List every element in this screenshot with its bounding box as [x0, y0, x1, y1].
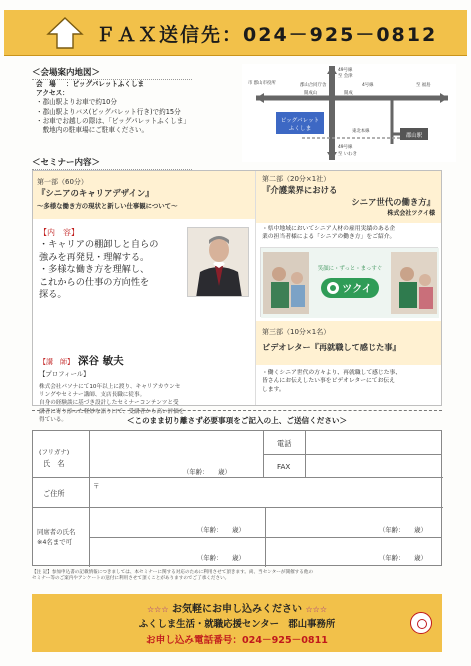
- fax-number-title: ＦＡＸ送信先：024－925－0812: [96, 24, 438, 46]
- companion-age-field[interactable]: （年齢： 歳）: [379, 526, 427, 534]
- map-venue-label: ビッグパレット: [280, 118, 320, 124]
- lecturer-photo: [187, 227, 249, 297]
- part3-label: 第三部（10分×1名）: [262, 328, 331, 336]
- footer-call-to-action: お気軽にお申し込みください: [172, 604, 302, 615]
- companion-label: 同席者の氏名: [37, 528, 76, 536]
- lecturer-label: 【講 師】: [39, 358, 74, 366]
- companion-age-field[interactable]: （年齢： 歳）: [379, 554, 427, 562]
- address-label: ご住所: [43, 489, 65, 498]
- companion-age-field[interactable]: （年齢： 歳）: [197, 526, 245, 534]
- part3-title: ビデオレター『再就職して感じた事』: [262, 342, 401, 352]
- venue-info: [36, 80, 236, 135]
- content-line: これからの仕事の方向性を: [39, 276, 150, 288]
- logo-stamp-icon: [410, 612, 432, 634]
- map-station-label: 郡山駅: [405, 133, 423, 139]
- seminar-heading: ＜セミナー内容＞: [32, 158, 101, 168]
- map-area-label: 開成: [344, 91, 353, 96]
- access-line: ・郡山駅よりバス(ビッグパレット行き)で約15分: [36, 107, 181, 116]
- part2-desc-line: 業の担当者様による「シニアの働き方」をご紹介。: [262, 234, 396, 241]
- venue-place-value: ：ビッグパレットふくしま: [66, 80, 145, 88]
- fax-header: [4, 10, 467, 56]
- companion-age-field[interactable]: （年齢： 歳）: [197, 554, 245, 562]
- part3-desc-line: ・働くシニア世代の方々より、再就職して感じた事、: [262, 370, 402, 376]
- star-icon: ☆☆☆: [147, 605, 169, 614]
- part2-desc-line: ・県中地域においてシニア人材の雇用実績のある企: [262, 226, 396, 232]
- tsukui-photo-banner: [260, 247, 438, 317]
- note-line: 【注 記】参加申込書の記載情報につきましては、本セミナーに関する対応のために利用させて頂きます。尚、当センターが開催する他の: [32, 570, 314, 575]
- content-line: ・キャリアの棚卸しと自らの: [39, 239, 159, 251]
- name-label: 氏 名: [43, 459, 65, 468]
- map-road-label: 49号線: [338, 145, 353, 150]
- tsukui-logo: ツクイ: [342, 284, 372, 295]
- application-form: [32, 430, 442, 566]
- contact-footer: [32, 594, 442, 652]
- part2-company: 株式会社ツクイ様: [387, 210, 435, 217]
- part2-desc: [262, 225, 438, 242]
- furigana-label: (フリガナ): [39, 448, 70, 456]
- profile-line: リングやセミナー講師、支店長職に従事。: [39, 392, 146, 399]
- footer-headline: [32, 600, 442, 615]
- access-label: アクセス：: [36, 89, 69, 98]
- profile-line: 自身の経験談に基づき設計したセミナーコンテンツと受: [39, 400, 179, 407]
- footer-phone[interactable]: お申し込み電話番号：024－925－0811: [146, 635, 328, 646]
- part1-label: 第一部（60分）: [37, 178, 88, 186]
- form-instruction: ＜このまま切り離さず必要事項をご記入の上、ご送信ください＞: [126, 416, 348, 425]
- profile-label: 【プロフィール】: [39, 370, 90, 378]
- companion-note: ※4名まで可: [37, 538, 72, 546]
- map-cityhall-label: 市 郡山市役所: [248, 81, 276, 86]
- lecturer: [39, 353, 124, 368]
- map-direction-label: 至 いわき: [338, 152, 357, 157]
- profile-line: 株式会社パソナにて10年以上に渡り、キャリアカウンセ: [39, 384, 181, 390]
- venue-place-label: 会 場: [36, 80, 56, 88]
- cut-line: [32, 410, 442, 411]
- venue-heading: ＜会場案内地図＞: [32, 68, 101, 78]
- content-label: 【内 容】: [39, 228, 79, 237]
- access-line: 敷地内の駐車場にご駐車ください。: [36, 126, 149, 135]
- fax-label: FAX: [277, 462, 291, 471]
- content-line: 強みを再発見・理解する。: [39, 251, 150, 263]
- content-line: ・多様な働き方を理解し、: [39, 264, 150, 276]
- tel-label: 電話: [277, 439, 292, 448]
- map-venue-label2: ふくしま: [288, 126, 312, 132]
- profile-line: 得ている。: [39, 416, 67, 423]
- map-road-label: 49号線: [338, 68, 353, 73]
- postal-mark: 〒: [93, 482, 100, 490]
- part2-label: 第二部（20分×1社）: [262, 175, 331, 183]
- part3-desc-line: します。: [262, 386, 285, 393]
- up-arrow-icon: [46, 16, 84, 50]
- map-road-label: 4号線: [362, 83, 374, 88]
- privacy-note: [32, 570, 442, 583]
- part3-desc-line: 皆さんにお伝えしたい事をビデオレターにてお伝え: [262, 378, 395, 385]
- name-age-field[interactable]: （年齢： 歳）: [183, 468, 231, 476]
- part2-title-line1: 『介護業界における: [262, 185, 338, 195]
- tsukui-banner-text: 笑顔に・ずっと・まっすぐ: [317, 266, 383, 272]
- access-line: ・お車でお越しの際は、「ビッグパレットふくしま」: [36, 116, 190, 125]
- part1-subtitle: ～多様な働き方の現状と新しい仕事観について～: [37, 202, 178, 210]
- note-line: セミナー等のご案内やアンケートの送付に利用させて頂くことがありますのでご了承ください。: [32, 576, 230, 582]
- part1-header: [33, 171, 256, 219]
- profile-line: 講者に寄り添った軽妙な語り口で、受講者から高い評価を: [39, 408, 185, 415]
- part1-title: 『シニアのキャリアデザイン』: [37, 188, 154, 198]
- part1-content: [39, 227, 187, 301]
- map-direction-label: 至 福島: [416, 83, 431, 88]
- access-line: ・郡山駅よりお車で約10分: [36, 98, 117, 107]
- map-office-label: 郡山合同庁舎: [300, 83, 327, 88]
- map-rail-label: 東北本線: [352, 129, 370, 134]
- part3-header: [256, 321, 441, 365]
- map-area-label: 開成山: [304, 91, 318, 96]
- part2-title-line2: シニア世代の働き方』: [351, 197, 435, 207]
- star-icon: ☆☆☆: [305, 605, 327, 614]
- map-direction-label: 至 会津: [338, 74, 353, 79]
- footer-org: ふくしま生活・就職応援センター 郡山事務所: [138, 619, 336, 630]
- content-line: 探る。: [39, 289, 67, 301]
- venue-map: [242, 64, 456, 162]
- part1-body: [33, 219, 256, 423]
- part2-header: [256, 171, 441, 223]
- part3-desc: [262, 369, 438, 394]
- lecturer-name: 深谷 敏夫: [78, 355, 124, 367]
